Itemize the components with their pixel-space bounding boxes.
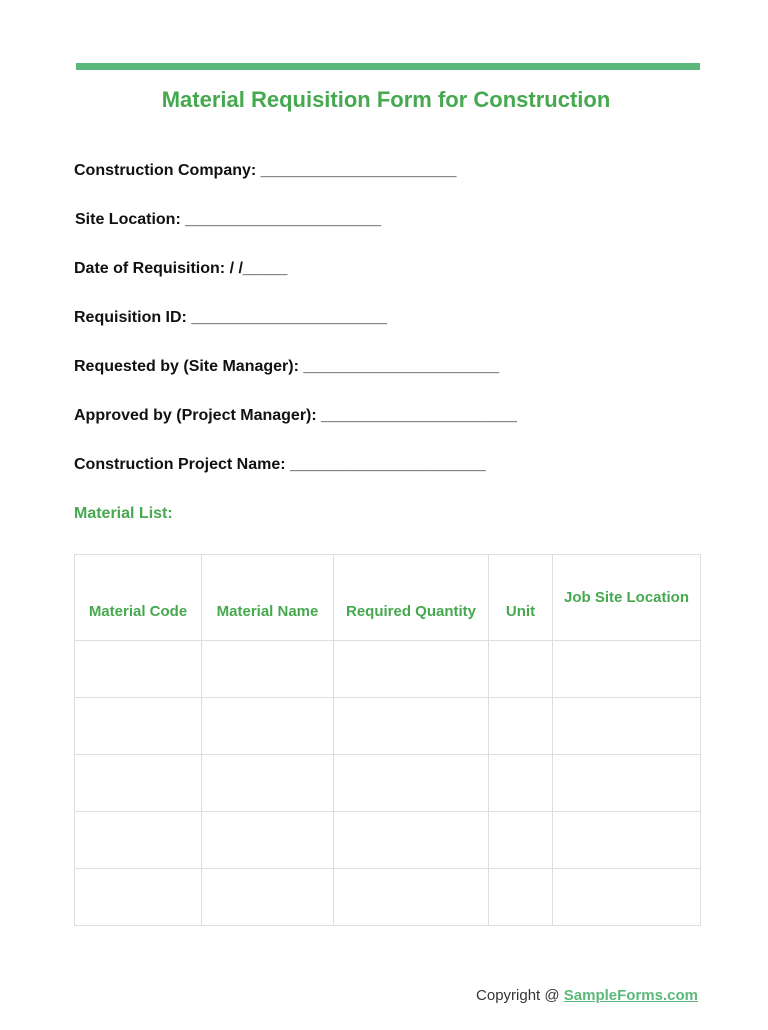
material-list-heading: Material List: <box>74 505 173 522</box>
table-cell[interactable] <box>75 869 202 926</box>
field-date-of-requisition <box>74 260 287 278</box>
material-table <box>74 554 701 926</box>
table-cell[interactable] <box>202 755 334 812</box>
field-blank[interactable]: ______________________ <box>185 211 381 228</box>
table-row <box>75 812 701 869</box>
field-project-name <box>74 456 486 474</box>
field-blank[interactable]: ______________________ <box>321 407 517 424</box>
column-header-material-name: Material Name <box>202 555 334 641</box>
column-header-job-site-location: Job Site Location <box>553 555 701 641</box>
field-label: Requested by (Site Manager): <box>74 358 299 375</box>
field-label: Date of Requisition: <box>74 260 226 277</box>
table-cell[interactable] <box>553 641 701 698</box>
field-blank[interactable]: ______________________ <box>260 162 457 179</box>
field-label: Construction Company: <box>74 162 257 179</box>
copyright-footer <box>476 987 698 1004</box>
field-requisition-id <box>74 309 387 327</box>
table-cell[interactable] <box>334 755 489 812</box>
table-row <box>75 869 701 926</box>
table-cell[interactable] <box>202 698 334 755</box>
field-label: Approved by (Project Manager): <box>74 407 317 424</box>
table-cell[interactable] <box>553 755 701 812</box>
table-cell[interactable] <box>202 812 334 869</box>
brand-link[interactable]: SampleForms.com <box>563 987 698 1004</box>
table-row <box>75 641 701 698</box>
table-cell[interactable] <box>202 641 334 698</box>
field-blank[interactable]: ______________________ <box>303 358 500 375</box>
table-cell[interactable] <box>553 869 701 926</box>
table-cell[interactable] <box>489 755 553 812</box>
table-cell[interactable] <box>75 698 202 755</box>
table-cell[interactable] <box>489 698 553 755</box>
table-cell[interactable] <box>75 812 202 869</box>
table-cell[interactable] <box>334 641 489 698</box>
table-cell[interactable] <box>202 869 334 926</box>
field-approved-by <box>74 407 517 425</box>
table-cell[interactable] <box>489 869 553 926</box>
field-blank[interactable]: ______________________ <box>290 456 486 473</box>
column-header-unit: Unit <box>489 555 553 641</box>
form-title: Material Requisition Form for Construction <box>161 87 611 112</box>
table-cell[interactable] <box>334 812 489 869</box>
table-cell[interactable] <box>75 641 202 698</box>
column-header-required-quantity: Required Quantity <box>334 555 489 641</box>
table-header-row <box>75 555 701 641</box>
field-label: Construction Project Name: <box>74 456 286 473</box>
field-site-location <box>75 211 381 229</box>
column-header-material-code: Material Code <box>75 555 202 641</box>
field-label: Site Location: <box>75 211 181 228</box>
table-cell[interactable] <box>334 698 489 755</box>
field-label: Requisition ID: <box>74 309 187 326</box>
table-cell[interactable] <box>75 755 202 812</box>
table-row <box>75 698 701 755</box>
field-requested-by <box>74 358 499 376</box>
top-accent-rule <box>76 63 700 70</box>
table-cell[interactable] <box>489 812 553 869</box>
table-row <box>75 755 701 812</box>
table-cell[interactable] <box>553 698 701 755</box>
table-cell[interactable] <box>334 869 489 926</box>
field-blank[interactable]: ______________________ <box>191 309 388 326</box>
table-cell[interactable] <box>553 812 701 869</box>
copyright-text: Copyright @ <box>476 987 564 1004</box>
field-blank[interactable]: / /_____ <box>229 260 288 277</box>
field-construction-company <box>74 162 456 180</box>
table-cell[interactable] <box>489 641 553 698</box>
